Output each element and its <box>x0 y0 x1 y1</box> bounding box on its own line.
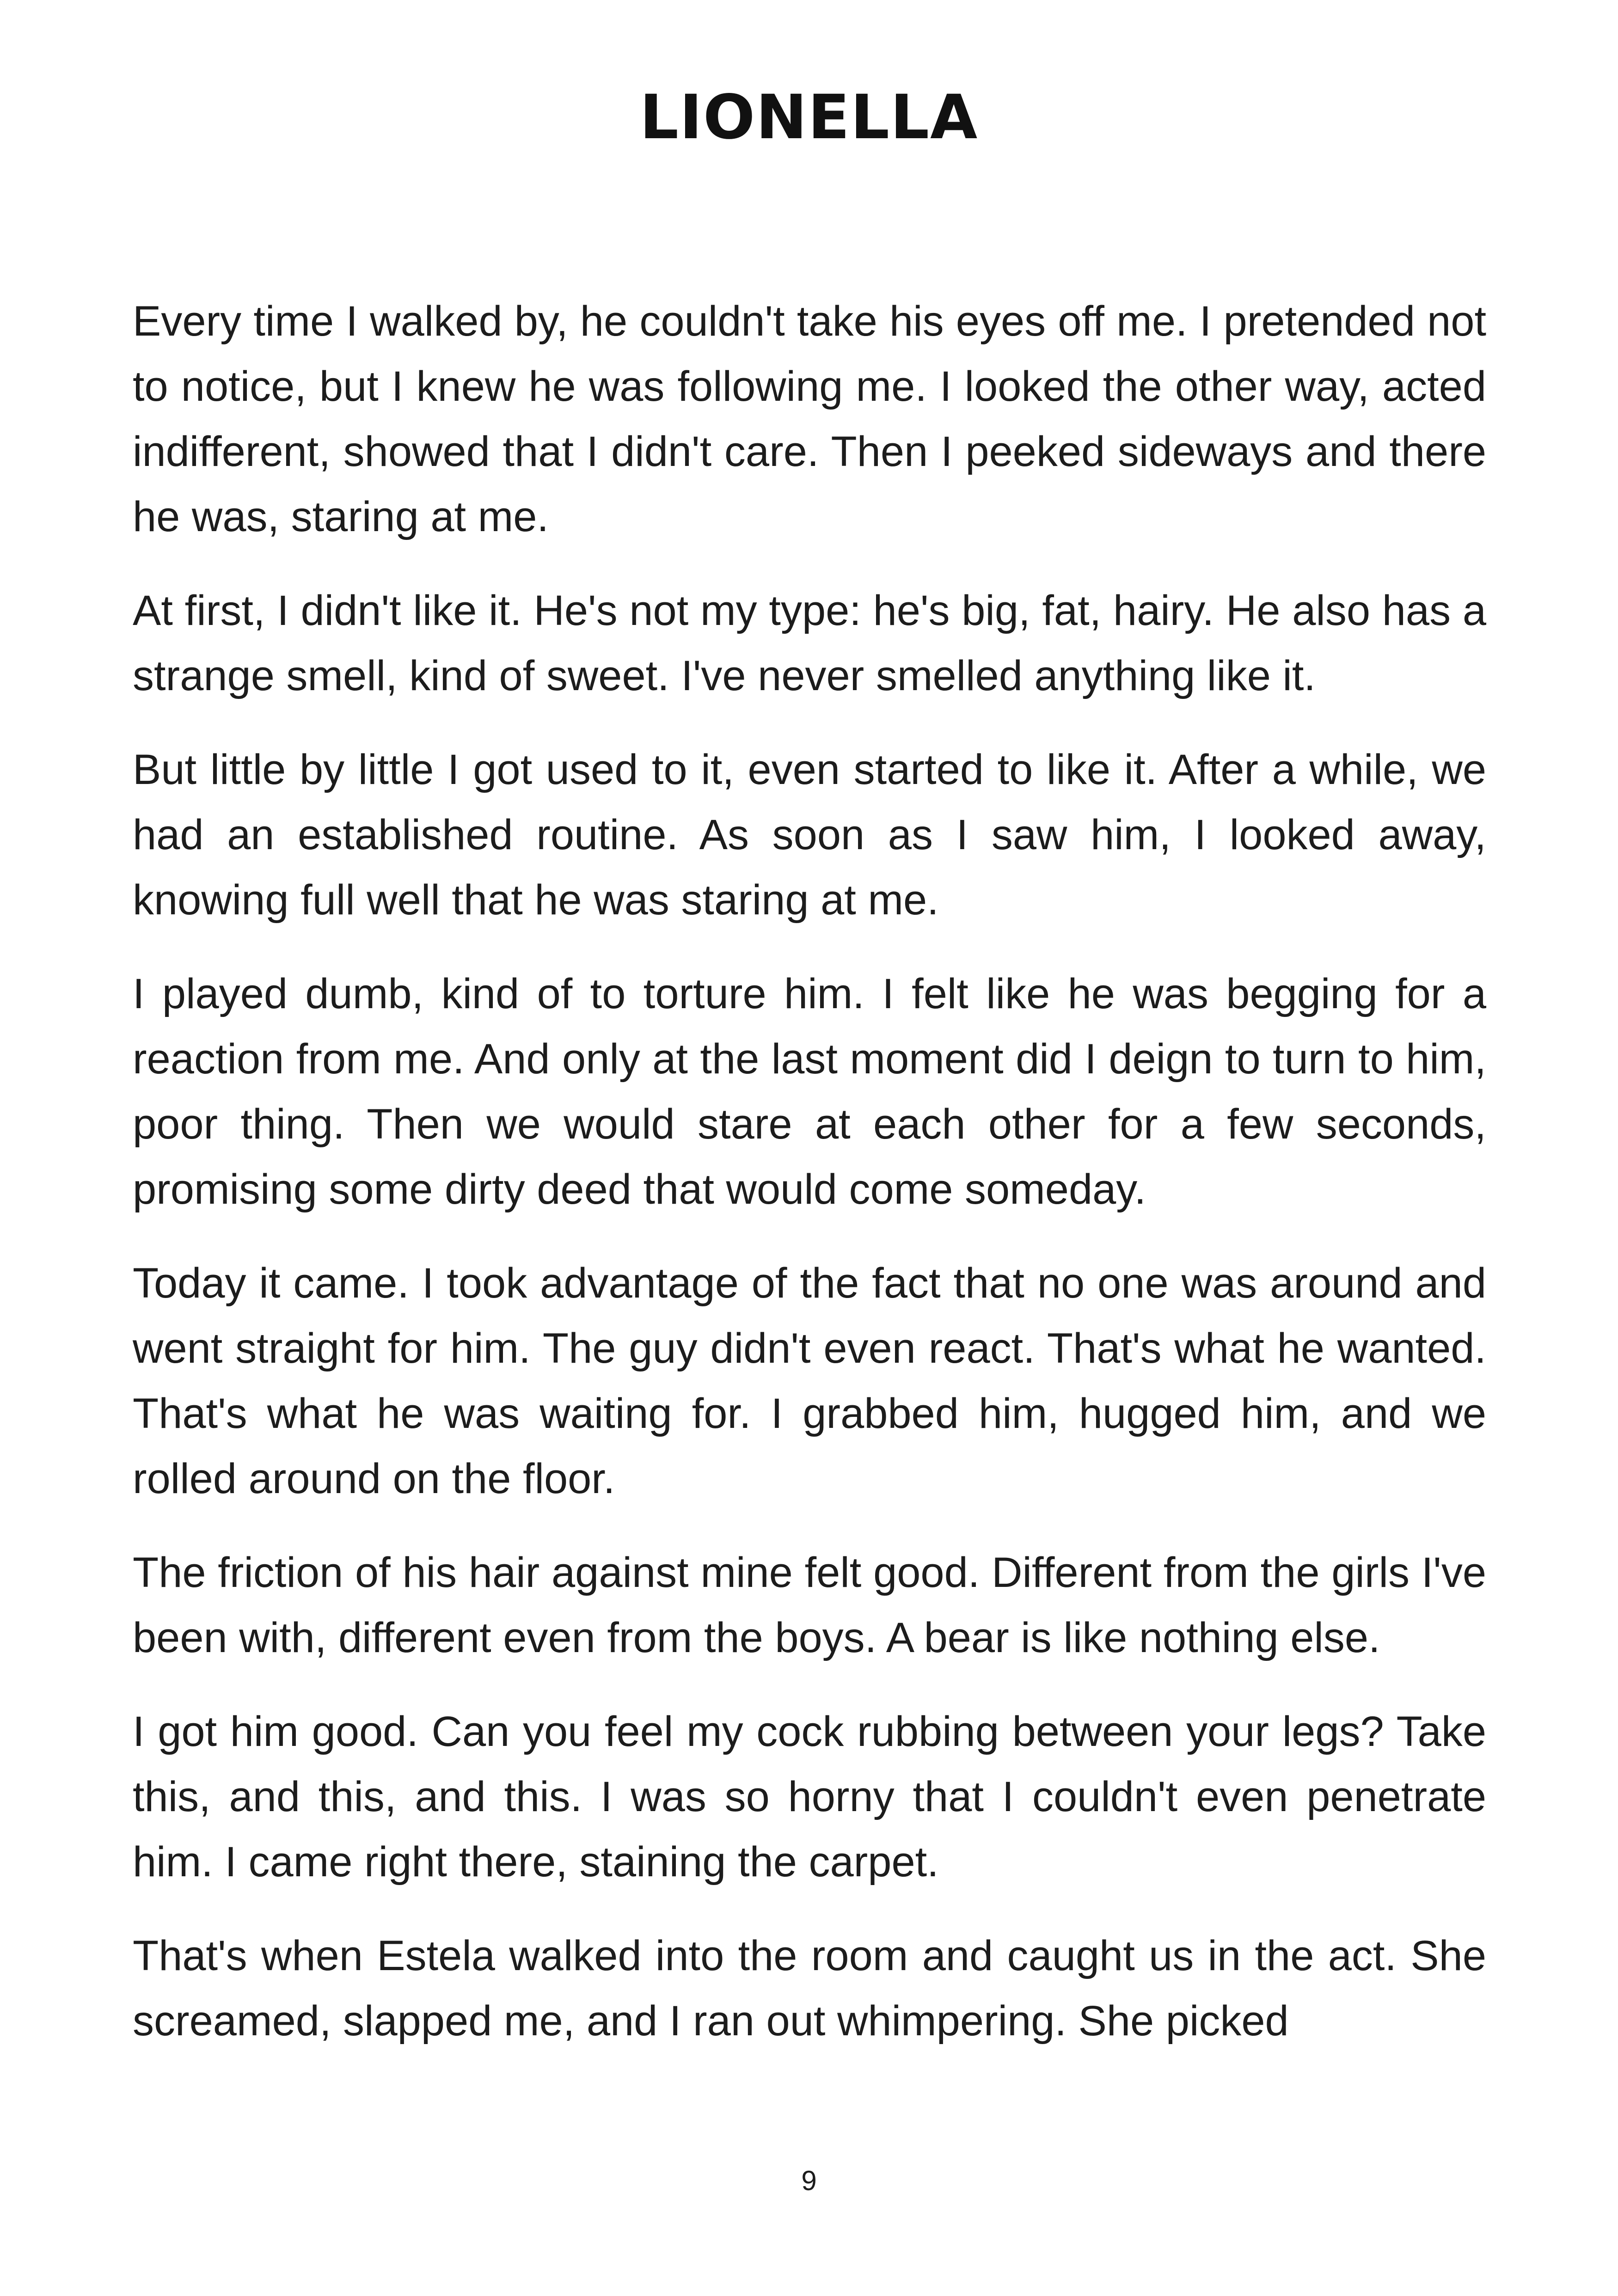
chapter-title: LIONELLA <box>639 82 979 153</box>
paragraph: That's when Estela walked into the room and caught us in the act. She screamed, slapped me, and I ran out whimpering. She picked <box>133 1932 1486 2045</box>
page-number: 9 <box>801 2165 817 2196</box>
paragraph: At first, I didn't like it. He's not my type: he's big, fat, hairy. He also has a strange smell, kind of sweet. I've never smelled anything like it. <box>133 587 1486 699</box>
paragraph: Today it came. I took advantage of the fact that no one was around and went straight for him. The guy didn't even react. That's what he wanted. That's what he was waiting for. I grabbed him, hugged him, and we rolled around on the floor. <box>133 1260 1486 1502</box>
paragraph: I got him good. Can you feel my cock rubbing between your legs? Take this, and this, and this. I was so horny that I couldn't even penetrate him. I came right there, staining the carpet. <box>133 1708 1486 1886</box>
paragraph: The friction of his hair against mine felt good. Different from the girls I've been with, different even from the boys. A bear is like nothing else. <box>133 1549 1486 1661</box>
paragraph: But little by little I got used to it, even started to like it. After a while, we had an established routine. As soon as I saw him, I looked away, knowing full well that he was staring at me. <box>133 746 1486 924</box>
paragraph: I played dumb, kind of to torture him. I felt like he was begging for a reaction from me. And only at the last moment did I deign to turn to him, poor thing. Then we would stare at each other for a few seconds, promising some dirty deed that would come someday. <box>133 970 1486 1213</box>
story-text <box>133 289 1486 2054</box>
paragraph: Every time I walked by, he couldn't take his eyes off me. I pretended not to notice, but I knew he was following me. I looked the other way, acted indifferent, showed that I didn't care. Then I peeked sideways and there he was, staring at me. <box>133 298 1486 540</box>
